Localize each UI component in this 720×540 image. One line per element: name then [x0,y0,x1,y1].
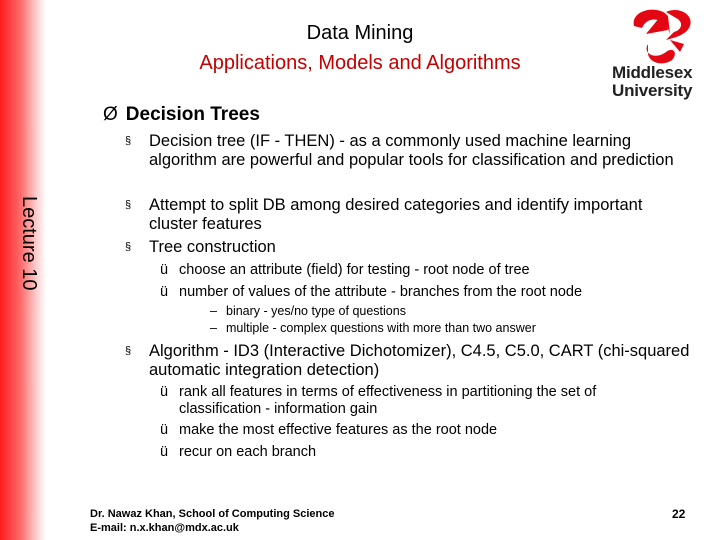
check-bullet-icon: ü [160,284,169,300]
footer-email: E-mail: n.x.khan@mdx.ac.uk [90,522,239,534]
footer-credits [90,507,334,535]
bullet-item: § Decision tree (IF - THEN) - as a commonly used machine learning algorithm are powerful and popular tools for classification and prediction [125,132,674,169]
slide-title: Data Mining [306,22,414,44]
sub-sub-bullet-item: – multiple - complex questions with more than two answer [210,321,536,335]
square-bullet-icon: § [125,135,132,147]
sub-sub-bullet-item: – binary - yes/no type of questions [210,304,406,318]
sub-bullet-item: ü rank all features in terms of effectiveness in partitioning the set of classification - information gain [160,384,597,417]
dash-bullet: – [210,321,217,335]
page-number: 22 [672,507,686,521]
check-bullet-icon: ü [160,444,169,460]
check-bullet-icon: ü [160,262,169,278]
lecture-label: Lecture 10 [18,196,40,291]
slide-subtitle: Applications, Models and Algorithms [199,52,521,74]
square-bullet-icon: § [125,345,132,357]
heading-text: Decision Trees [125,104,260,125]
dash-bullet: – [210,304,217,318]
logo-text-university: University [612,81,693,100]
square-bullet-icon: § [125,199,132,211]
logo-text-middlesex: Middlesex [612,63,693,82]
bullet-item: § Tree construction [125,238,276,256]
check-bullet-icon: ü [160,422,169,438]
check-bullet-icon: ü [160,384,169,400]
sub-bullet-item: ü number of values of the attribute - branches from the root node [160,284,583,300]
footer-author: Dr. Nawaz Khan, School of Computing Science [90,508,335,520]
bullet-item: § Algorithm - ID3 (Interactive Dichotomizer), C4.5, C5.0, CART (chi-squared automatic integration detection) [125,342,690,379]
sub-bullet-item: ü recur on each branch [160,444,317,460]
section-heading [103,104,260,126]
sub-bullet-item: ü make the most effective features as the root node [160,422,498,438]
bullet-item: § Attempt to split DB among desired categories and identify important cluster features [125,196,643,233]
sub-bullet-item: ü choose an attribute (field) for testing - root node of tree [160,262,530,278]
arrow-bullet-icon: Ø [103,104,118,125]
square-bullet-icon: § [125,241,132,253]
